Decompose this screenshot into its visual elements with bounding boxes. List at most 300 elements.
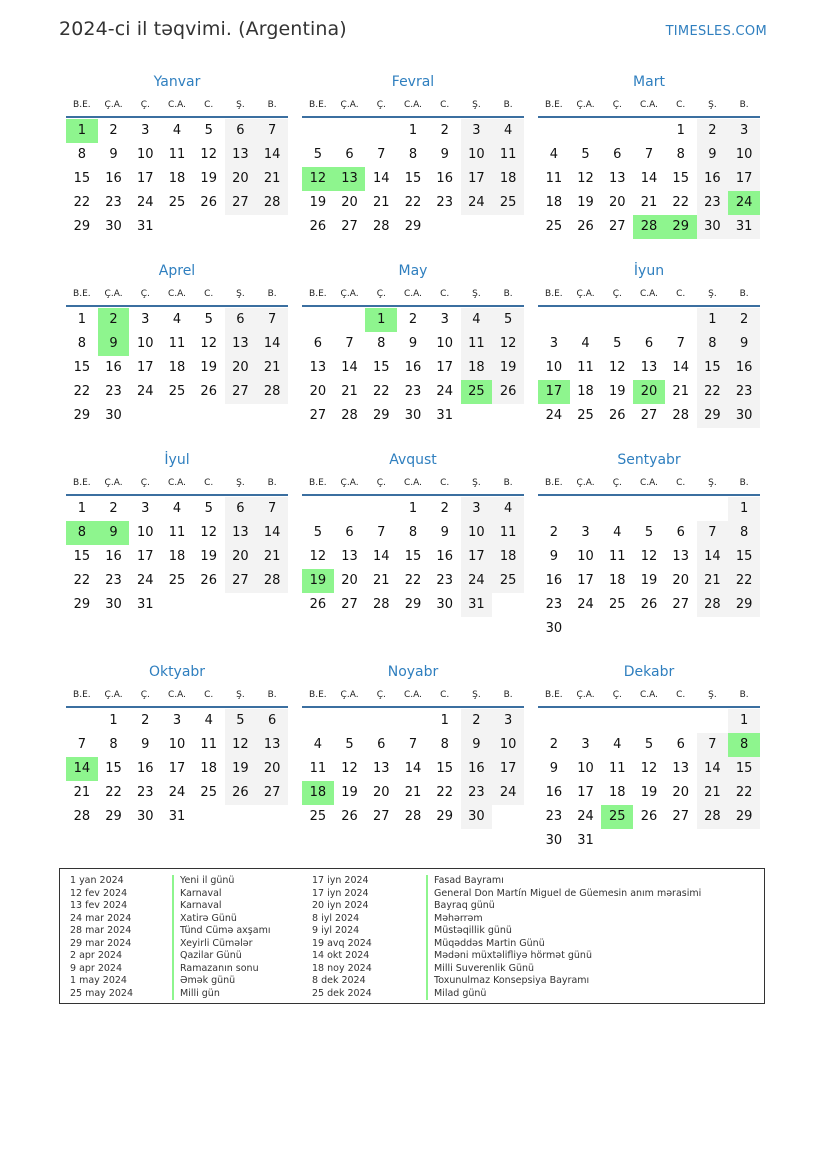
month-name: Sentyabr: [617, 452, 681, 468]
day-cell: 19: [577, 195, 594, 210]
day-cell: 23: [436, 573, 453, 588]
day-cell: 1: [697, 308, 729, 332]
empty-cell: [633, 497, 665, 521]
legend-holiday-name: Ramazanın sonu: [172, 963, 270, 976]
legend-date: 19 avq 2024: [312, 937, 372, 949]
day-cell: 13: [672, 761, 689, 776]
day-cell: 28: [697, 805, 729, 829]
day-cell: 17: [577, 785, 594, 800]
day-cell: 14: [697, 757, 729, 781]
day-cell: 21: [697, 781, 729, 805]
day-cell: 24: [577, 809, 594, 824]
weekday-label: C.: [440, 478, 450, 488]
day-cell: 15: [105, 761, 122, 776]
day-cell: 28: [256, 569, 288, 593]
weekday-label: Ç.A.: [576, 289, 595, 299]
empty-cell: [570, 119, 602, 143]
day-cell: 26: [200, 384, 217, 399]
legend-holiday-name: Xatirə Günü: [172, 913, 270, 926]
weekday-label: Ç.A.: [340, 478, 359, 488]
legend-date: 25 dek 2024: [312, 987, 372, 999]
day-cell: 25: [545, 219, 563, 234]
day-cell: 10: [461, 143, 493, 167]
day-cell: 23: [461, 781, 493, 805]
day-cell: 2: [109, 501, 118, 516]
day-grid: [66, 308, 288, 428]
month-2: [302, 70, 524, 239]
legend-date: 2 apr 2024: [70, 950, 123, 961]
day-cell: 21: [256, 545, 288, 569]
day-cell: 14: [672, 360, 689, 375]
day-cell: 30: [545, 621, 563, 636]
day-cell: 6: [345, 525, 354, 540]
day-cell: 29: [404, 597, 422, 612]
day-cell: 14: [373, 171, 390, 186]
day-cell: 22: [73, 195, 91, 210]
day-cell: 29: [728, 805, 760, 829]
legend-holiday-name: Məhərrəm: [426, 913, 701, 926]
weekday-label: C.: [204, 289, 214, 299]
empty-cell: [365, 497, 397, 521]
day-cell: 6: [256, 709, 288, 733]
day-cell: 3: [141, 501, 150, 516]
weekday-header: [302, 94, 524, 118]
day-cell: 12: [225, 733, 257, 757]
day-cell: 28: [697, 593, 729, 617]
day-cell: 6: [225, 308, 257, 332]
day-cell: 15: [728, 545, 760, 569]
weekday-header: [302, 472, 524, 496]
day-grid: [302, 119, 524, 239]
day-cell: 14: [256, 332, 288, 356]
weekday-label: Ç.: [612, 289, 622, 299]
day-cell: 31: [577, 833, 594, 848]
month-8: [302, 448, 524, 617]
legend-holiday-name: Müqəddəs Martin Günü: [426, 938, 701, 951]
day-cell: 9: [408, 336, 418, 351]
weekday-label: C.: [204, 100, 214, 110]
day-cell: 5: [492, 308, 524, 332]
month-name: Fevral: [391, 74, 435, 90]
day-cell: 11: [545, 171, 563, 186]
empty-cell: [665, 497, 697, 521]
day-cell: 9: [109, 147, 118, 162]
day-cell: 6: [676, 525, 685, 540]
day-cell: 19: [640, 785, 658, 800]
weekday-label: Ç.A.: [576, 690, 595, 700]
weekday-label: B.: [267, 478, 277, 488]
day-cell: 24: [492, 781, 524, 805]
weekday-label: C.: [676, 478, 686, 488]
legend-holiday-name: Mədəni müxtəlifliyə hörmət günü: [426, 950, 701, 963]
day-cell: 16: [105, 360, 122, 375]
day-cell: 28: [73, 809, 91, 824]
month-name: İyul: [164, 452, 190, 468]
month-name: Avqust: [389, 452, 437, 468]
weekday-header: [66, 94, 288, 118]
weekday-label: B.: [739, 690, 749, 700]
day-cell: 24: [461, 191, 493, 215]
day-cell: 9: [549, 549, 558, 564]
day-cell: 5: [204, 312, 213, 327]
holiday-legend: [59, 868, 765, 1004]
day-cell: 9: [461, 733, 493, 757]
day-cell: 5: [313, 525, 322, 540]
day-cell: 4: [581, 336, 590, 351]
day-cell: 21: [256, 356, 288, 380]
empty-cell: [538, 119, 570, 143]
legend-date: 12 fev 2024: [70, 887, 128, 899]
day-cell: 11: [461, 332, 493, 356]
day-cell: 3: [581, 737, 590, 752]
legend-date: 8 iyl 2024: [312, 912, 360, 924]
day-cell: 2: [549, 737, 558, 752]
day-cell: 2: [440, 123, 449, 138]
day-cell: 24: [137, 573, 154, 588]
weekday-label: C.: [204, 478, 214, 488]
day-cell: 23: [728, 380, 760, 404]
day-cell: 17: [436, 360, 453, 375]
month-name: Mart: [633, 74, 665, 90]
day-cell: 30: [545, 833, 563, 848]
weekday-header: [66, 684, 288, 708]
month-9: [538, 448, 760, 641]
day-cell: 19: [225, 757, 257, 781]
day-cell: 14: [373, 549, 390, 564]
month-3: [538, 70, 760, 239]
day-cell: 13: [341, 549, 358, 564]
weekday-label: C.: [676, 289, 686, 299]
day-cell: 7: [377, 525, 386, 540]
empty-cell: [365, 119, 397, 143]
holiday-day: 19: [302, 569, 334, 593]
day-cell: 5: [581, 147, 590, 162]
day-cell: 27: [225, 569, 257, 593]
weekday-label: C.: [440, 100, 450, 110]
day-cell: 21: [373, 195, 390, 210]
day-cell: 13: [225, 521, 257, 545]
day-cell: 8: [77, 147, 86, 162]
day-cell: 3: [549, 336, 558, 351]
day-cell: 21: [73, 785, 91, 800]
day-cell: 30: [436, 597, 453, 612]
day-cell: 10: [137, 147, 154, 162]
day-cell: 4: [172, 501, 182, 516]
day-cell: 27: [225, 191, 257, 215]
holiday-day: 25: [461, 380, 493, 404]
legend-holiday-name: Yeni il günü: [172, 875, 270, 888]
day-cell: 7: [77, 737, 86, 752]
day-grid: [538, 497, 760, 641]
day-grid: [538, 119, 760, 239]
holiday-day: 20: [633, 380, 665, 404]
weekday-label: B.E.: [73, 100, 91, 110]
weekday-label: C.A.: [639, 478, 658, 488]
day-grid: [538, 308, 760, 428]
day-cell: 20: [225, 545, 257, 569]
day-cell: 11: [492, 143, 524, 167]
weekday-label: C.: [204, 690, 214, 700]
day-cell: 8: [697, 332, 729, 356]
day-cell: 21: [341, 384, 358, 399]
day-cell: 7: [676, 336, 685, 351]
day-cell: 30: [697, 215, 729, 239]
weekday-label: B.E.: [545, 100, 563, 110]
day-cell: 15: [436, 761, 453, 776]
holiday-day: 9: [98, 521, 130, 545]
legend-date: 8 dek 2024: [312, 975, 366, 986]
month-name: Aprel: [158, 263, 196, 279]
day-cell: 24: [461, 569, 493, 593]
day-cell: 19: [309, 195, 327, 210]
day-cell: 3: [440, 312, 449, 327]
weekday-label: C.: [676, 100, 686, 110]
day-cell: 26: [225, 781, 257, 805]
day-cell: 17: [137, 549, 154, 564]
day-cell: 12: [609, 360, 626, 375]
day-cell: 18: [492, 545, 524, 569]
day-cell: 5: [204, 501, 213, 516]
holiday-day: 17: [538, 380, 570, 404]
legend-date: 29 mar 2024: [70, 937, 132, 949]
day-cell: 28: [256, 191, 288, 215]
weekday-label: Ş.: [708, 690, 717, 700]
day-cell: 4: [461, 308, 493, 332]
weekday-label: B.: [503, 478, 513, 488]
weekday-label: B.E.: [73, 690, 91, 700]
weekday-label: B.: [267, 100, 277, 110]
holiday-day: 8: [728, 733, 760, 757]
weekday-label: B.E.: [545, 478, 563, 488]
weekday-label: B.: [503, 100, 513, 110]
day-cell: 8: [408, 525, 418, 540]
legend-holiday-name: Tünd Cümə axşamı: [172, 925, 270, 938]
day-cell: 31: [137, 597, 154, 612]
weekday-header: [538, 684, 760, 708]
month-4: [66, 259, 288, 428]
day-cell: 4: [549, 147, 558, 162]
empty-cell: [601, 308, 633, 332]
day-cell: 1: [109, 713, 118, 728]
day-cell: 11: [309, 761, 327, 776]
empty-cell: [601, 497, 633, 521]
day-cell: 24: [436, 384, 453, 399]
empty-cell: [697, 497, 729, 521]
weekday-label: C.: [676, 690, 686, 700]
day-cell: 20: [256, 757, 288, 781]
day-cell: 22: [105, 785, 122, 800]
day-cell: 14: [256, 143, 288, 167]
month-name: May: [398, 263, 428, 279]
day-cell: 14: [341, 360, 358, 375]
day-cell: 8: [440, 737, 449, 752]
day-cell: 6: [377, 737, 386, 752]
day-cell: 7: [256, 119, 288, 143]
day-cell: 25: [609, 597, 626, 612]
month-1: [66, 70, 288, 239]
month-7: [66, 448, 288, 617]
brand-link[interactable]: TIMESLES.COM: [665, 24, 767, 39]
day-cell: 10: [168, 737, 186, 752]
day-cell: 30: [105, 408, 122, 423]
day-grid: [66, 709, 288, 829]
month-name: Dekabr: [623, 664, 675, 680]
day-cell: 15: [697, 356, 729, 380]
weekday-label: C.: [440, 289, 450, 299]
legend-holiday-name: Karnaval: [172, 900, 270, 913]
day-cell: 19: [609, 384, 626, 399]
month-6: [538, 259, 760, 428]
day-cell: 13: [373, 761, 390, 776]
day-cell: 28: [404, 809, 422, 824]
day-cell: 3: [141, 123, 150, 138]
empty-cell: [665, 709, 697, 733]
day-cell: 7: [256, 497, 288, 521]
day-cell: 2: [408, 312, 418, 327]
day-cell: 18: [609, 785, 626, 800]
day-cell: 30: [105, 597, 122, 612]
day-cell: 15: [73, 360, 91, 375]
empty-cell: [538, 308, 570, 332]
empty-cell: [302, 709, 334, 733]
day-cell: 9: [440, 525, 449, 540]
day-cell: 1: [728, 709, 760, 733]
legend-date: 20 iyn 2024: [312, 900, 369, 911]
day-cell: 24: [545, 408, 563, 423]
day-cell: 27: [341, 597, 358, 612]
day-cell: 26: [341, 809, 358, 824]
weekday-label: Ç.: [612, 690, 622, 700]
legend-holiday-name: Əmək günü: [172, 975, 270, 988]
day-cell: 15: [73, 549, 91, 564]
weekday-label: Ş.: [236, 289, 245, 299]
weekday-label: C.A.: [639, 289, 658, 299]
day-cell: 4: [204, 713, 213, 728]
day-cell: 17: [461, 167, 493, 191]
day-cell: 28: [672, 408, 689, 423]
day-cell: 11: [168, 147, 186, 162]
day-cell: 6: [225, 119, 257, 143]
empty-cell: [397, 709, 429, 733]
day-cell: 15: [672, 171, 689, 186]
day-cell: 17: [137, 360, 154, 375]
day-cell: 25: [492, 191, 524, 215]
legend-names-1: [172, 875, 270, 1000]
empty-cell: [334, 497, 366, 521]
empty-cell: [334, 119, 366, 143]
weekday-header: [302, 283, 524, 307]
empty-cell: [538, 497, 570, 521]
month-name: Oktyabr: [148, 664, 206, 680]
day-cell: 24: [168, 785, 186, 800]
month-5: [302, 259, 524, 428]
day-cell: 11: [168, 525, 186, 540]
day-cell: 20: [309, 384, 327, 399]
day-cell: 22: [672, 195, 689, 210]
day-cell: 7: [408, 737, 418, 752]
day-cell: 26: [309, 597, 327, 612]
weekday-label: B.E.: [309, 690, 327, 700]
day-cell: 29: [373, 408, 390, 423]
weekday-label: B.: [739, 289, 749, 299]
day-cell: 23: [404, 384, 422, 399]
day-cell: 15: [404, 171, 422, 186]
calendar-grid: [66, 70, 763, 860]
day-cell: 26: [200, 573, 217, 588]
day-cell: 22: [373, 384, 390, 399]
day-cell: 22: [697, 380, 729, 404]
day-cell: 9: [728, 332, 760, 356]
day-cell: 12: [640, 549, 658, 564]
day-cell: 4: [492, 119, 524, 143]
day-cell: 6: [345, 147, 354, 162]
weekday-label: Ç.A.: [104, 289, 123, 299]
legend-holiday-name: Xeyirli Cümələr: [172, 938, 270, 951]
day-cell: 5: [345, 737, 354, 752]
day-cell: 2: [141, 713, 150, 728]
day-cell: 22: [436, 785, 453, 800]
day-cell: 19: [200, 360, 217, 375]
day-cell: 31: [436, 408, 453, 423]
day-cell: 16: [545, 785, 563, 800]
day-cell: 11: [492, 521, 524, 545]
day-cell: 16: [697, 167, 729, 191]
day-cell: 14: [640, 171, 658, 186]
day-grid: [66, 497, 288, 617]
day-cell: 12: [640, 761, 658, 776]
weekday-label: Ç.: [140, 478, 150, 488]
day-cell: 24: [577, 597, 594, 612]
day-cell: 21: [404, 785, 422, 800]
weekday-label: Ş.: [472, 100, 481, 110]
day-cell: 29: [436, 809, 453, 824]
day-cell: 5: [644, 737, 654, 752]
day-cell: 11: [609, 761, 626, 776]
day-cell: 17: [461, 545, 493, 569]
day-cell: 3: [461, 119, 493, 143]
day-cell: 1: [728, 497, 760, 521]
day-cell: 30: [728, 404, 760, 428]
day-grid: [302, 308, 524, 428]
day-cell: 25: [492, 569, 524, 593]
day-cell: 23: [137, 785, 154, 800]
weekday-label: B.: [503, 289, 513, 299]
weekday-label: Ç.A.: [340, 289, 359, 299]
day-cell: 28: [341, 408, 358, 423]
weekday-label: Ç.: [140, 289, 150, 299]
empty-cell: [633, 709, 665, 733]
holiday-day: 25: [601, 805, 633, 829]
holiday-day: 14: [66, 757, 98, 781]
legend-date: 17 iyn 2024: [312, 875, 369, 886]
day-cell: 23: [105, 195, 122, 210]
day-cell: 26: [640, 597, 658, 612]
day-cell: 19: [492, 356, 524, 380]
day-cell: 21: [697, 569, 729, 593]
day-cell: 10: [728, 143, 760, 167]
day-cell: 12: [309, 549, 327, 564]
empty-cell: [601, 119, 633, 143]
empty-cell: [697, 709, 729, 733]
day-cell: 4: [172, 123, 182, 138]
day-cell: 10: [577, 549, 594, 564]
day-cell: 12: [577, 171, 594, 186]
day-cell: 13: [225, 332, 257, 356]
day-cell: 8: [408, 147, 418, 162]
day-cell: 15: [404, 549, 422, 564]
empty-cell: [570, 709, 602, 733]
day-cell: 1: [408, 501, 418, 516]
